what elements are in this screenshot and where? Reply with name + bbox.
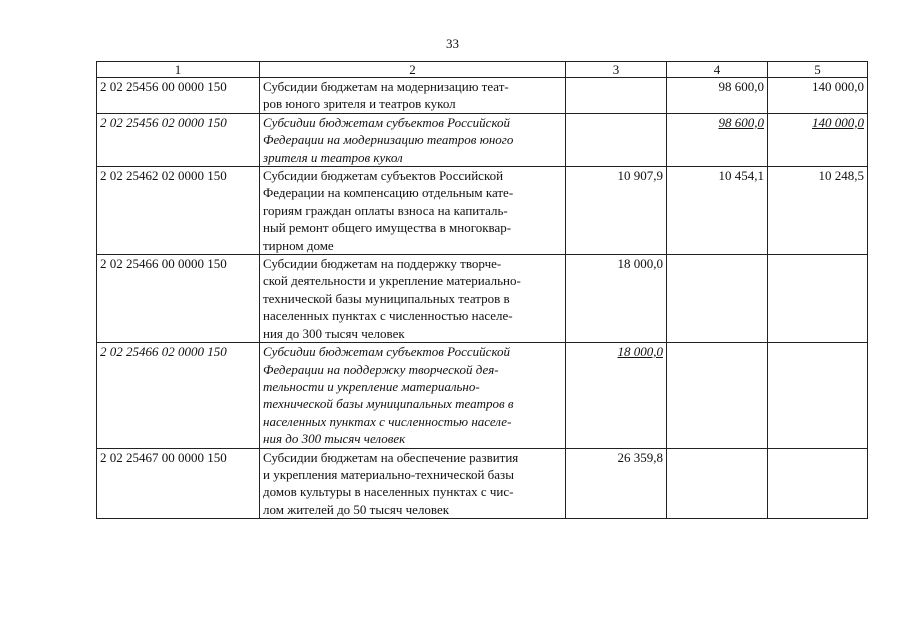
header-col-1: 1 [97, 62, 260, 78]
table-row [97, 113, 868, 166]
header-row [97, 62, 868, 78]
amount-col3-cell [566, 113, 667, 166]
description-line: Федерации на компенсацию отдельным кате- [263, 185, 514, 201]
amount-col4-cell [667, 167, 768, 255]
description-line: ный ремонт общего имущества в многоквар- [263, 220, 512, 236]
description-line: гориям граждан оплаты взноса на капиталь- [263, 202, 508, 218]
budget-code-cell: 2 02 25462 02 0000 150 [97, 167, 260, 255]
amount-col5-cell [768, 448, 868, 519]
budget-table [96, 61, 868, 519]
description-line: населенных пунктах с численностью населе- [263, 413, 512, 429]
amount-value: 10 454,1 [718, 168, 764, 184]
budget-code-cell: 2 02 25466 02 0000 150 [97, 343, 260, 448]
amount-value: 18 000,0 [617, 344, 663, 360]
description-line: зрителя и театров кукол [263, 149, 403, 165]
budget-code-cell: 2 02 25467 00 0000 150 [97, 448, 260, 519]
description-line: тельности и укрепление материально- [263, 378, 480, 394]
description-line: домов культуры в населенных пунктах с чис- [263, 484, 514, 500]
budget-code-cell: 2 02 25466 00 0000 150 [97, 255, 260, 343]
amount-col5-cell [768, 78, 868, 114]
header-col-4: 4 [667, 62, 768, 78]
budget-code-cell: 2 02 25456 02 0000 150 [97, 113, 260, 166]
description-cell [260, 448, 566, 519]
amount-col3-cell [566, 448, 667, 519]
amount-col5-cell [768, 343, 868, 448]
header-col-5: 5 [768, 62, 868, 78]
description-line: и укрепления материально-технической базы [263, 466, 514, 482]
description-cell [260, 255, 566, 343]
budget-code-cell: 2 02 25456 00 0000 150 [97, 78, 260, 114]
description-line: Субсидии бюджетам на обеспечение развития [263, 449, 519, 465]
description-cell [260, 113, 566, 166]
description-line: технической базы муниципальных театров в [263, 396, 514, 412]
table-row [97, 78, 868, 114]
amount-col4-cell [667, 255, 768, 343]
amount-col5-cell [768, 255, 868, 343]
description-line: технической базы муниципальных театров в [263, 290, 510, 306]
description-line: Субсидии бюджетам на поддержку творче- [263, 256, 502, 272]
amount-col4-cell [667, 448, 768, 519]
description-line: ния до 300 тысяч человек [263, 431, 406, 447]
table-row [97, 255, 868, 343]
amount-value: 140 000,0 [812, 79, 864, 94]
amount-col3-cell [566, 78, 667, 114]
header-col-3: 3 [566, 62, 667, 78]
amount-col5-cell [768, 113, 868, 166]
table-row [97, 167, 868, 255]
description-line: ров юного зрителя и театров кукол [263, 96, 456, 112]
table-row [97, 448, 868, 519]
table-body [97, 78, 868, 519]
description-line: лом жителей до 50 тысяч человек [263, 501, 450, 517]
description-line: Субсидии бюджетам субъектов Российской [263, 168, 504, 184]
amount-value: 10 907,9 [617, 168, 663, 184]
amount-col4-cell [667, 113, 768, 166]
description-cell [260, 343, 566, 448]
amount-value: 98 600,0 [718, 79, 764, 94]
description-line: Федерации на поддержку творческой дея- [263, 361, 499, 377]
description-line: тирном доме [263, 237, 334, 253]
amount-col3-cell [566, 167, 667, 255]
description-line: Субсидии бюджетам на модернизацию теат- [263, 79, 509, 94]
description-line: ния до 300 тысяч человек [263, 325, 405, 341]
amount-col3-cell [566, 343, 667, 448]
amount-value: 140 000,0 [812, 114, 864, 130]
description-line: Субсидии бюджетам субъектов Российской [263, 114, 511, 130]
header-col-2: 2 [260, 62, 566, 78]
table-header [97, 62, 868, 78]
description-line: Субсидии бюджетам субъектов Российской [263, 344, 511, 360]
description-line: Федерации на модернизацию театров юного [263, 132, 514, 148]
table-row [97, 343, 868, 448]
amount-value: 98 600,0 [718, 114, 764, 130]
page-number: 33 [446, 36, 459, 51]
amount-value: 10 248,5 [818, 168, 864, 184]
amount-col4-cell [667, 78, 768, 114]
amount-col5-cell [768, 167, 868, 255]
description-line: ской деятельности и укрепление материально- [263, 273, 521, 289]
description-cell [260, 78, 566, 114]
amount-value: 26 359,8 [617, 449, 663, 465]
amount-value: 18 000,0 [617, 256, 663, 272]
amount-col4-cell [667, 343, 768, 448]
amount-col3-cell [566, 255, 667, 343]
description-line: населенных пунктах с численностью населе- [263, 308, 513, 324]
description-cell [260, 167, 566, 255]
